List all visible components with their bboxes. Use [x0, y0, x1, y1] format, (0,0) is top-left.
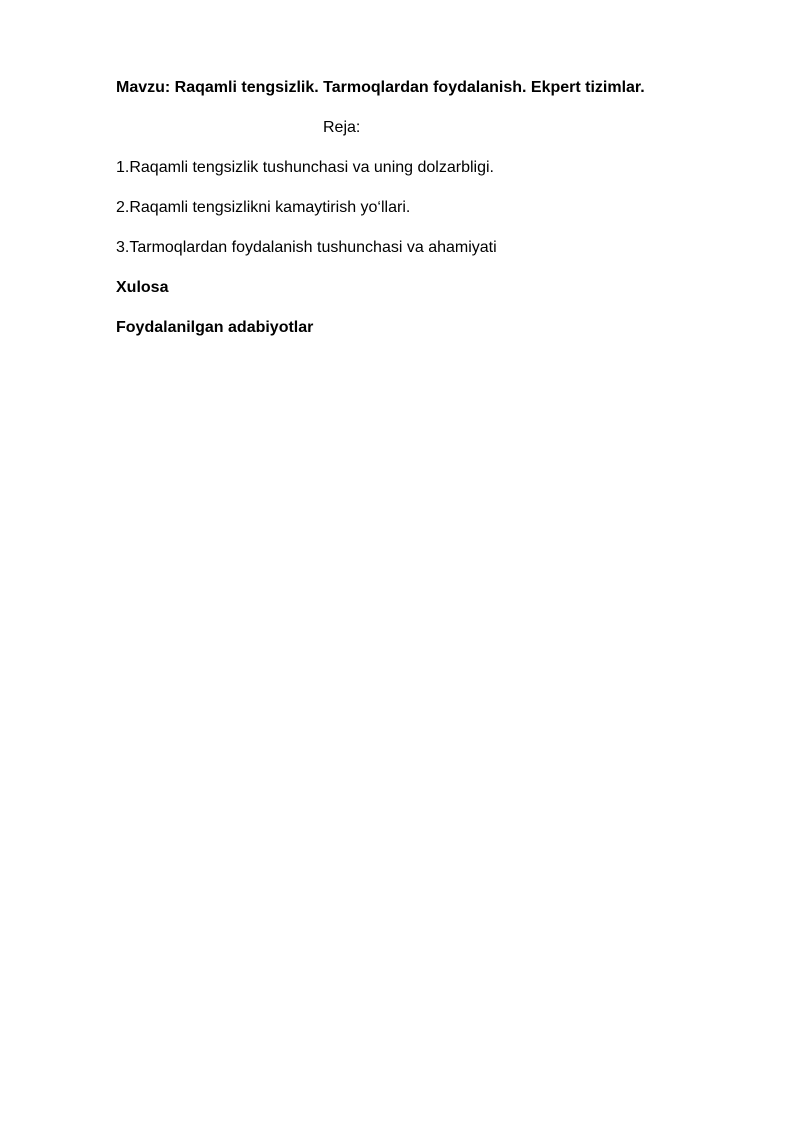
document-title: Mavzu: Raqamli tengsizlik. Tarmoqlardan foydalanish. Ekpert tizimlar.	[116, 79, 645, 96]
plan-heading: Reja:	[323, 119, 361, 136]
conclusion-heading: Xulosa	[116, 279, 169, 296]
plan-item-3: 3.Tarmoqlardan foydalanish tushunchasi va ahamiyati	[116, 239, 497, 256]
references-heading: Foydalanilgan adabiyotlar	[116, 319, 314, 336]
plan-item-2: 2.Raqamli tengsizlikni kamaytirish yo‘llari.	[116, 199, 411, 216]
plan-item-1: 1.Raqamli tengsizlik tushunchasi va uning dolzarbligi.	[116, 159, 494, 176]
